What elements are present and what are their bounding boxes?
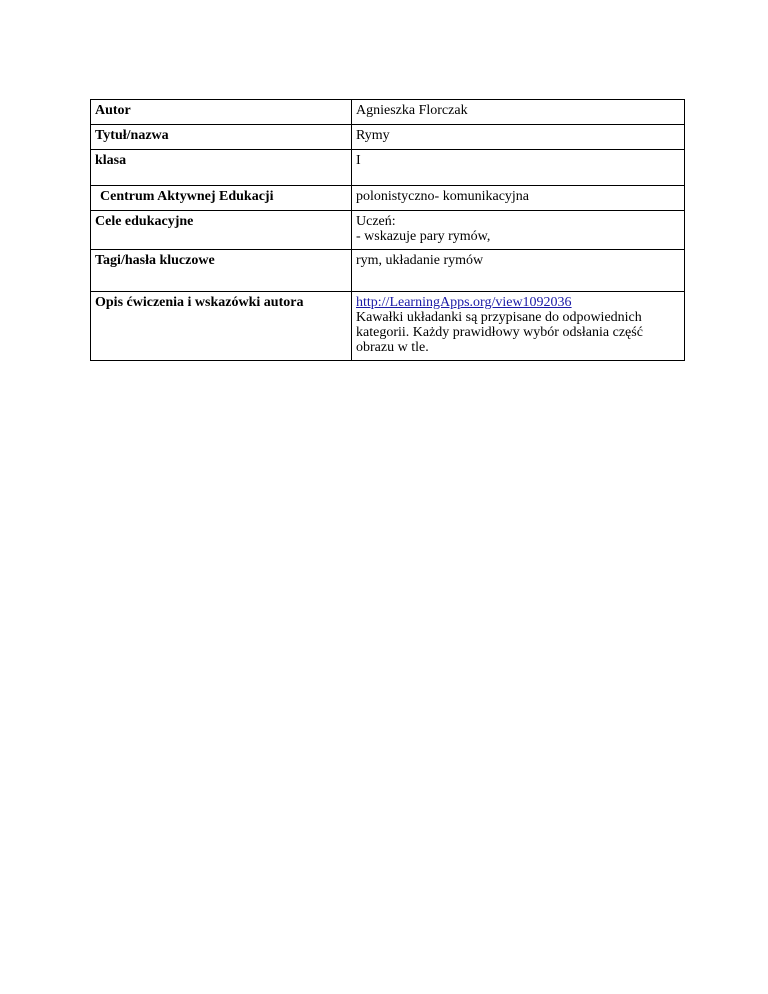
- description-text: Kawałki układanki są przypisane do odpowiednich kategorii. Każdy prawidłowy wybór odsłania część obrazu w tle.: [356, 310, 643, 355]
- goals-line-2: - wskazuje pary rymów,: [356, 229, 491, 244]
- table-row: [91, 292, 685, 361]
- row-label-description: Opis ćwiczenia i wskazówki autora: [91, 292, 352, 361]
- table-row: [91, 125, 685, 150]
- row-value-description: [352, 292, 685, 361]
- table-row: [91, 100, 685, 125]
- row-value-goals: [352, 211, 685, 250]
- goals-line-1: Uczeń:: [356, 214, 396, 229]
- row-label-author: Autor: [91, 100, 352, 125]
- row-value-author: Agnieszka Florczak: [352, 100, 685, 125]
- row-value-tags: rym, układanie rymów: [352, 250, 685, 292]
- row-value-title: Rymy: [352, 125, 685, 150]
- table-row: [91, 186, 685, 211]
- row-label-title: Tytuł/nazwa: [91, 125, 352, 150]
- learningapps-link[interactable]: http://LearningApps.org/view1092036: [356, 295, 572, 310]
- row-label-class: klasa: [91, 150, 352, 186]
- table-row: [91, 211, 685, 250]
- row-label-education-center: Centrum Aktywnej Edukacji: [91, 186, 352, 211]
- row-label-tags: Tagi/hasła kluczowe: [91, 250, 352, 292]
- table-row: [91, 150, 685, 186]
- row-value-class: I: [352, 150, 685, 186]
- metadata-table: [90, 99, 685, 361]
- row-value-education-center: polonistyczno- komunikacyjna: [352, 186, 685, 211]
- row-label-goals: Cele edukacyjne: [91, 211, 352, 250]
- table-row: [91, 250, 685, 292]
